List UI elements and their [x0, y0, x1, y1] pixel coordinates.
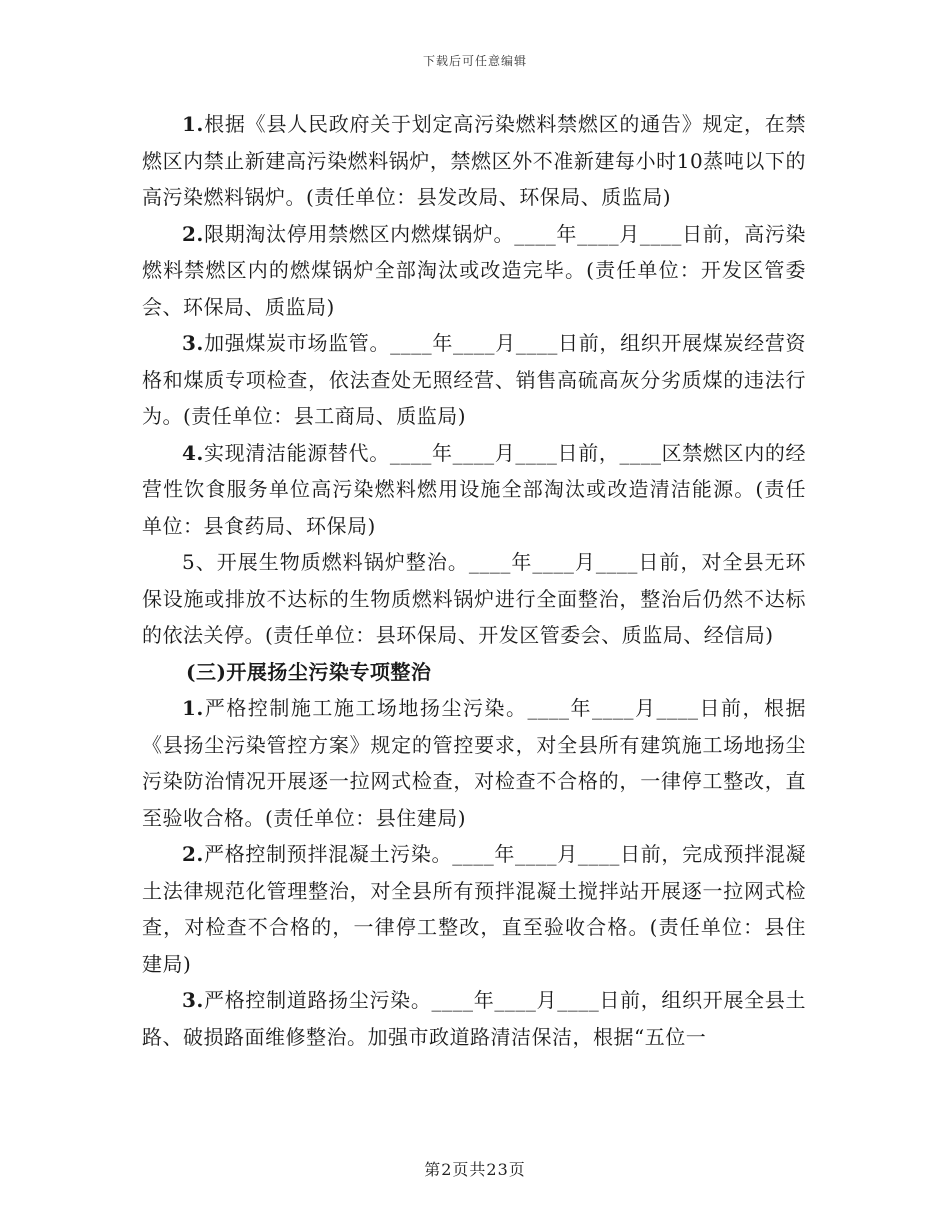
paragraph-text: 开展生物质燃料锅炉整治。____年____月____日前，对全县无环保设施或排放不达标的生物质燃料锅炉进行全面整治，整治后仍然不达标的依法关停。(责任单位：县环保局、开发区管委会、质监局、经信局)	[142, 550, 806, 647]
paragraph-1	[142, 106, 806, 216]
paragraph-3	[142, 325, 806, 435]
paragraph-number: 4.	[182, 440, 204, 465]
paragraph-text: 严格控制施工施工场地扬尘污染。____年____月____日前，根据《县扬尘污染管控方案》规定的管控要求，对全县所有建筑施工场地扬尘污染防治情况开展逐一拉网式检查，对检查不合格的，一律停工整改，直至验收合格。(责任单位：县住建局)	[142, 696, 806, 830]
paragraph-number: 5、	[182, 550, 217, 574]
paragraph-text: 实现清洁能源替代。____年____月____日前，____区禁燃区内的经营性饮食服务单位高污染燃料燃用设施全部淘汰或改造清洁能源。(责任单位：县食药局、环保局)	[142, 440, 806, 538]
paragraph-text: 严格控制预拌混凝土污染。____年____月____日前，完成预拌混凝土法律规范化管理整治，对全县所有预拌混凝土搅拌站开展逐一拉网式检查，对检查不合格的，一律停工整改，直至验收合格。(责任单位：县住建局)	[142, 842, 806, 976]
paragraph-text: 严格控制道路扬尘污染。____年____月____日前，组织开展全县土路、破损路面维修整治。加强市政道路清洁保洁，根据“五位一	[142, 988, 806, 1049]
paragraph-4	[142, 435, 806, 545]
paragraph-number: 3.	[182, 988, 204, 1012]
section-heading: (三)开展扬尘污染专项整治	[186, 659, 432, 684]
paragraph-number: 2.	[182, 221, 204, 246]
header-note: 下载后可任意编辑	[422, 54, 527, 68]
paragraph-number: 2.	[182, 842, 204, 866]
paragraph-5	[142, 544, 806, 654]
paragraph-number: 1.	[182, 112, 204, 136]
section-paragraph-3	[142, 982, 806, 1055]
paragraph-number: 3.	[182, 331, 204, 355]
document-body	[142, 106, 806, 1055]
paragraph-text: 根据《县人民政府关于划定高污染燃料禁燃区的通告》规定，在禁燃区内禁止新建高污染燃料锅炉，禁燃区外不准新建每小时10蒸吨以下的高污染燃料锅炉。(责任单位：县发改局、环保局、质监局)	[142, 112, 806, 209]
paragraph-number: 1.	[182, 696, 204, 720]
page-indicator: 第2页共23页	[424, 1160, 526, 1179]
section-paragraph-2	[142, 836, 806, 982]
section-paragraph-1	[142, 690, 806, 836]
paragraph-2	[142, 216, 806, 326]
paragraph-text: 限期淘汰停用禁燃区内燃煤锅炉。____年____月____日前，高污染燃料禁燃区内的燃煤锅炉全部淘汰或改造完毕。(责任单位：开发区管委会、环保局、质监局)	[142, 221, 806, 319]
paragraph-text: 加强煤炭市场监管。____年____月____日前，组织开展煤炭经营资格和煤质专项检查，依法查处无照经营、销售高硫高灰分劣质煤的违法行为。(责任单位：县工商局、质监局)	[142, 331, 806, 428]
